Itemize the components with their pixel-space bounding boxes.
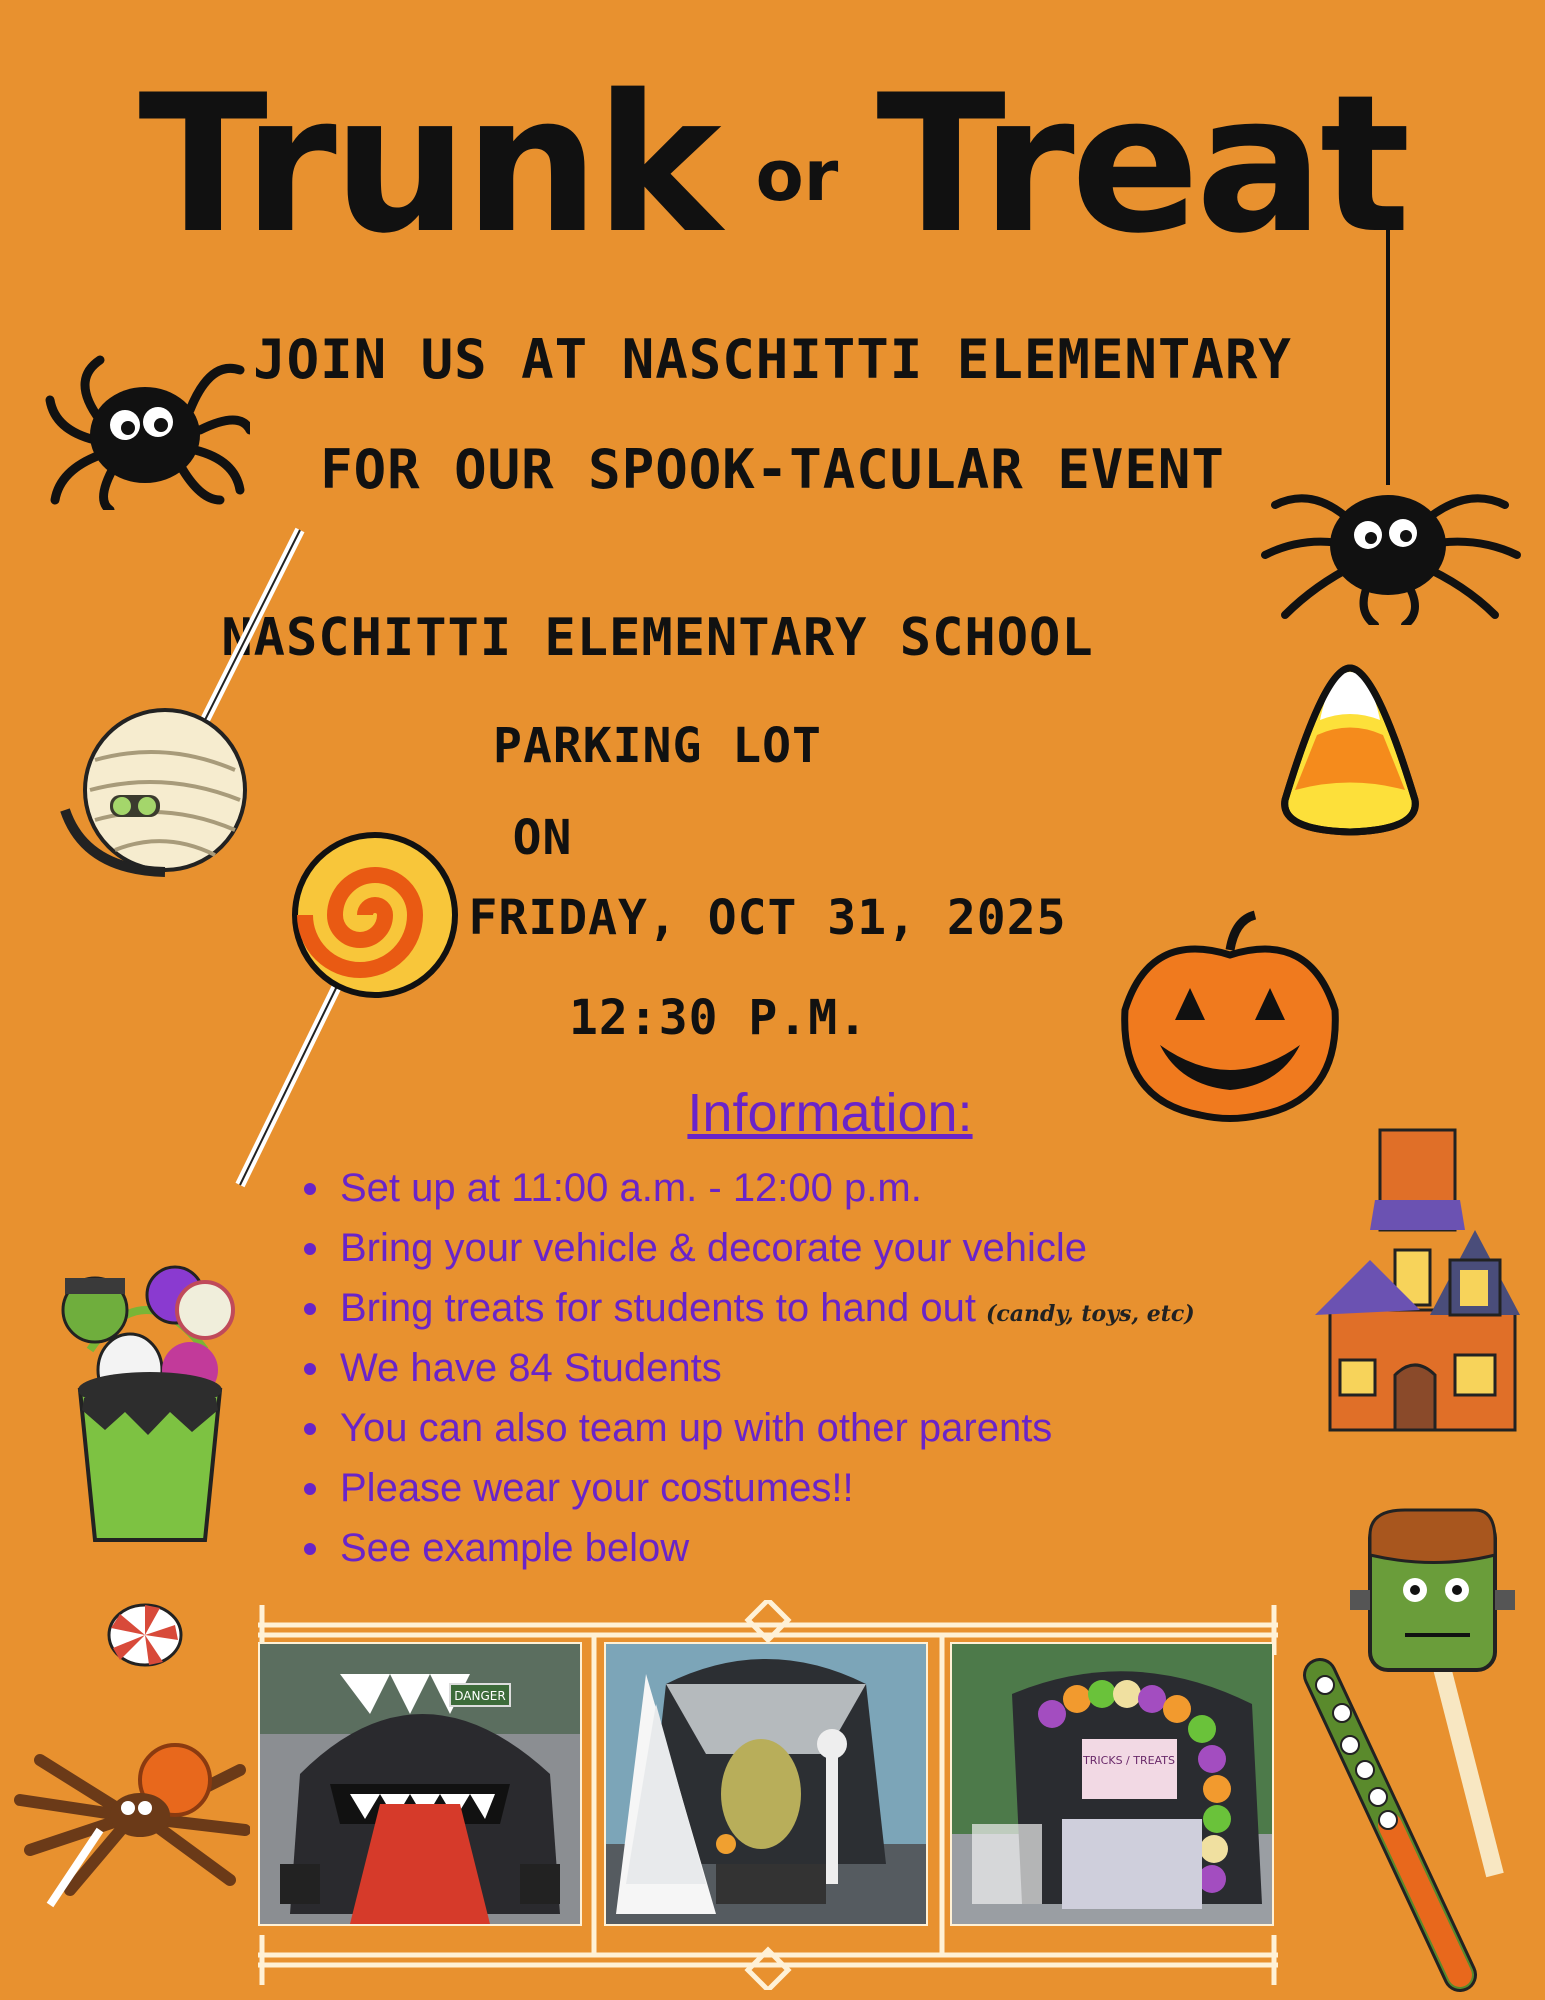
list-item: We have 84 Students <box>296 1338 1195 1398</box>
bullet-icon <box>304 1483 316 1495</box>
event-sublocation: PARKING LOT <box>493 718 822 774</box>
bullet-icon <box>304 1243 316 1255</box>
monster-bucket-icon <box>30 1240 260 1550</box>
bullet-icon <box>304 1303 316 1315</box>
peppermint-icon <box>105 1600 185 1670</box>
spider-icon <box>40 340 250 510</box>
pipe-cleaner-spider-icon <box>10 1720 250 1910</box>
bullet-icon <box>304 1543 316 1555</box>
list-item-note: (candy, toys, etc) <box>985 1301 1195 1327</box>
event-on: ON <box>512 810 573 866</box>
event-time: 12:30 P.M. <box>569 990 868 1046</box>
list-item: See example below <box>296 1518 1195 1578</box>
subtitle-line-1: JOIN US AT NASCHITTI ELEMENTARY <box>253 328 1292 391</box>
example-photo-1 <box>258 1642 582 1926</box>
title-or: or <box>755 135 839 217</box>
event-date: FRIDAY, OCT 31, 2025 <box>468 890 1067 946</box>
example-photo-2 <box>604 1642 928 1926</box>
title-treat: Treat <box>876 54 1407 275</box>
photo-sign-text: TRICKS / TREATS <box>1083 1754 1175 1767</box>
information-list <box>296 1158 1195 1578</box>
mummy-cake-pop-icon <box>55 520 315 880</box>
list-item: You can also team up with other parents <box>296 1398 1195 1458</box>
information-heading: Information: <box>687 1083 973 1143</box>
list-item: Bring your vehicle & decorate your vehicle <box>296 1218 1195 1278</box>
list-item: Please wear your costumes!! <box>296 1458 1195 1518</box>
photo-sign-text: DANGER <box>454 1689 506 1703</box>
subtitle-line-2: FOR OUR SPOOK-TACULAR EVENT <box>320 438 1225 501</box>
list-item: Bring treats for students to hand out (candy, toys, etc) <box>296 1278 1195 1338</box>
lollipop-icon <box>230 830 480 1190</box>
example-photo-3 <box>950 1642 1274 1926</box>
haunted-house-icon <box>1310 1120 1525 1440</box>
bullet-icon <box>304 1423 316 1435</box>
event-location: NASCHITTI ELEMENTARY SCHOOL <box>221 608 1094 668</box>
eyeball-pretzel-icon <box>1290 1655 1490 1995</box>
bullet-icon <box>304 1363 316 1375</box>
list-item: Set up at 11:00 a.m. - 12:00 p.m. <box>296 1158 1195 1218</box>
jack-o-lantern-icon <box>1110 910 1350 1130</box>
example-photos <box>258 1600 1278 1990</box>
candy-corn-icon <box>1275 660 1425 840</box>
title-trunk: Trunk <box>138 54 718 275</box>
spider-icon <box>1255 225 1525 625</box>
